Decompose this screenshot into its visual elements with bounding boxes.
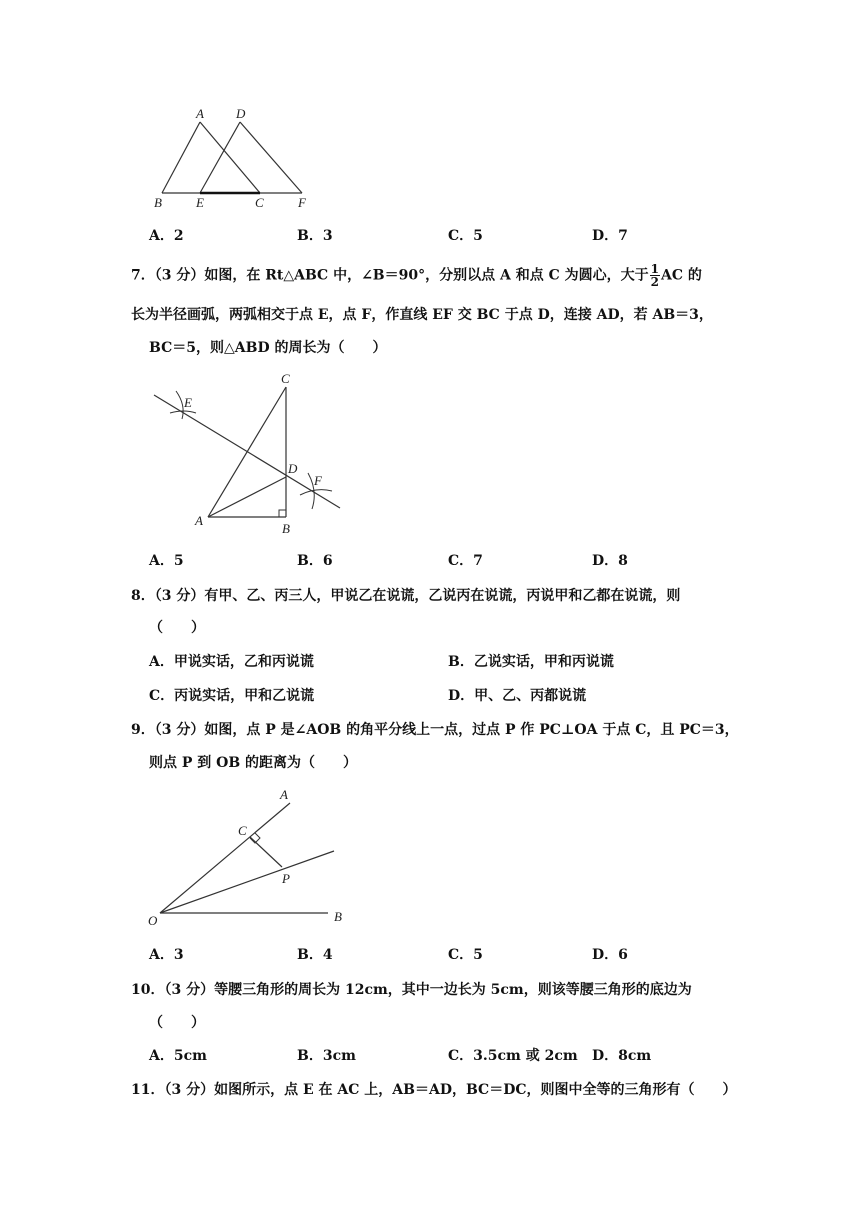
q8-option-b: B．乙说实话，甲和丙说谎 bbox=[448, 654, 614, 670]
fig6-label-C: C bbox=[255, 195, 264, 210]
q8-option-d: D．甲、乙、丙都说谎 bbox=[448, 688, 587, 704]
fig9-label-A: A bbox=[280, 787, 288, 802]
fig6-label-F: F bbox=[298, 195, 306, 210]
q9-option-b: B．4 bbox=[297, 947, 333, 963]
q7-line-2: 长为半径画弧，两弧相交于点 E，点 F，作直线 EF 交 BC 于点 D，连接 AD，若 AB＝3， bbox=[131, 307, 713, 323]
q7-option-c: C．7 bbox=[448, 553, 483, 569]
figure-q6-triangles bbox=[140, 105, 320, 215]
q10-line-2: （ ） bbox=[149, 1015, 205, 1031]
q6-option-a: A．2 bbox=[149, 228, 184, 244]
q11-line-1: 11．（3 分）如图所示，点 E 在 AC 上，AB＝AD，BC＝DC，则图中全等的三角形有（ ） bbox=[131, 1082, 737, 1098]
q9-line-1: 9．（3 分）如图，点 P 是∠AOB 的角平分线上一点，过点 P 作 PC⊥OA 于点 C，且 PC＝3， bbox=[131, 722, 739, 738]
q7-line-3: BC＝5，则△ABD 的周长为（ ） bbox=[149, 340, 387, 356]
q7-text-pre: 7．（3 分）如图，在 Rt△ABC 中，∠B＝90°，分别以点 A 和点 C 为圆心，大于 bbox=[131, 267, 649, 284]
fig9-label-C: C bbox=[238, 823, 247, 838]
q10-option-a: A．5cm bbox=[149, 1048, 207, 1064]
fig7-label-D: D bbox=[288, 461, 298, 476]
fig9-label-B: B bbox=[334, 909, 342, 924]
fig6-label-A: A bbox=[196, 106, 204, 121]
q10-option-d: D．8cm bbox=[592, 1048, 652, 1064]
q6-option-b: B．3 bbox=[297, 228, 333, 244]
q9-option-d: D．6 bbox=[592, 947, 628, 963]
q8-line-1: 8．（3 分）有甲、乙、丙三人，甲说乙在说谎，乙说丙在说谎，丙说甲和乙都在说谎，则 bbox=[131, 588, 681, 604]
q7-option-a: A．5 bbox=[149, 553, 184, 569]
q6-option-d: D．7 bbox=[592, 228, 628, 244]
figure-q7-construction bbox=[140, 365, 360, 545]
fig7-label-F: F bbox=[314, 473, 322, 488]
q7-option-d: D．8 bbox=[592, 553, 628, 569]
q7-line-1 bbox=[131, 263, 702, 288]
q9-line-2: 则点 P 到 OB 的距离为（ ） bbox=[149, 755, 358, 771]
fig7-label-A: A bbox=[195, 513, 203, 528]
fig6-label-D: D bbox=[236, 106, 246, 121]
q10-option-b: B．3cm bbox=[297, 1048, 356, 1064]
q8-option-a: A．甲说实话，乙和丙说谎 bbox=[149, 654, 314, 670]
q7-option-b: B．6 bbox=[297, 553, 333, 569]
fig9-label-O: O bbox=[148, 913, 158, 928]
q8-line-2: （ ） bbox=[149, 620, 205, 636]
q9-option-c: C．5 bbox=[448, 947, 483, 963]
fig7-label-E: E bbox=[184, 395, 192, 410]
q10-line-1: 10．（3 分）等腰三角形的周长为 12cm，其中一边长为 5cm，则该等腰三角形的底边为 bbox=[131, 982, 692, 998]
q9-option-a: A．3 bbox=[149, 947, 184, 963]
q6-option-c: C．5 bbox=[448, 228, 483, 244]
fig6-label-E: E bbox=[196, 195, 204, 210]
fig6-label-B: B bbox=[154, 195, 162, 210]
q7-text-post: AC 的 bbox=[660, 267, 702, 284]
fig7-label-C: C bbox=[281, 371, 290, 386]
fig7-label-B: B bbox=[282, 521, 290, 536]
fig9-label-P: P bbox=[282, 871, 290, 886]
q7-fraction: $\frac{1}{2}$ bbox=[650, 262, 659, 289]
q8-option-c: C．丙说实话，甲和乙说谎 bbox=[149, 688, 315, 704]
figure-q9-angle-bisector bbox=[140, 785, 370, 930]
q10-option-c: C．3.5cm 或 2cm bbox=[448, 1048, 578, 1064]
